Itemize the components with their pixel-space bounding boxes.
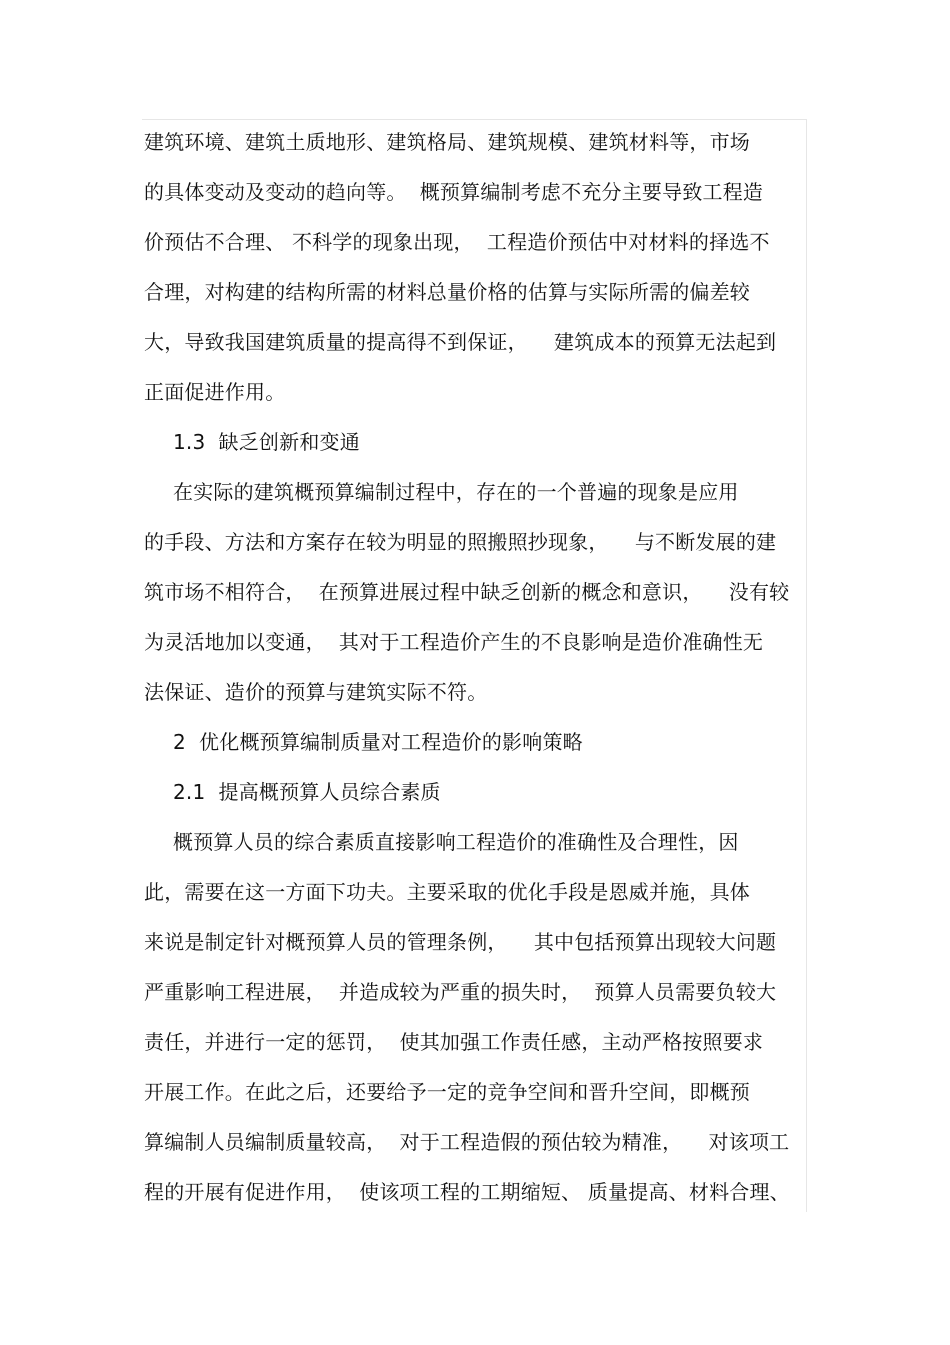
text-line: 严重影响工程进展， 并造成较为严重的损失时， 预算人员需要负较大	[144, 980, 777, 1004]
section-heading: 2 优化概预算编制质量对工程造价的影响策略	[173, 730, 583, 754]
text-line: 来说是制定针对概预算人员的管理条例， 其中包括预算出现较大问题	[144, 930, 777, 954]
section-heading: 1.3 缺乏创新和变通	[173, 430, 360, 454]
text-line: 价预估不合理、 不科学的现象出现， 工程造价预估中对材料的择选不	[144, 230, 770, 254]
text-line: 合理，对构建的结构所需的材料总量价格的估算与实际所需的偏差较	[144, 280, 750, 304]
text-line: 法保证、造价的预算与建筑实际不符。	[144, 680, 488, 704]
paragraph-start: 概预算人员的综合素质直接影响工程造价的准确性及合理性，因	[173, 830, 739, 854]
text-line: 为灵活地加以变通， 其对于工程造价产生的不良影响是造价准确性无	[144, 630, 764, 654]
text-line: 筑市场不相符合， 在预算进展过程中缺乏创新的概念和意识， 没有较	[144, 580, 790, 604]
text-line: 大，导致我国建筑质量的提高得不到保证， 建筑成本的预算无法起到	[144, 330, 777, 354]
text-line: 责任，并进行一定的惩罚， 使其加强工作责任感，主动严格按照要求	[144, 1030, 764, 1054]
paragraph-start: 在实际的建筑概预算编制过程中，存在的一个普遍的现象是应用	[173, 480, 739, 504]
text-line: 正面促进作用。	[144, 380, 286, 404]
text-line: 开展工作。在此之后，还要给予一定的竞争空间和晋升空间，即概预	[144, 1080, 750, 1104]
section-heading: 2.1 提高概预算人员综合素质	[173, 780, 441, 804]
text-line: 建筑环境、建筑土质地形、建筑格局、建筑规模、建筑材料等，市场	[144, 130, 750, 154]
text-line: 此，需要在这一方面下功夫。主要采取的优化手段是恩威并施，具体	[144, 880, 750, 904]
text-line: 算编制人员编制质量较高， 对于工程造假的预估较为精准， 对该项工	[144, 1130, 790, 1154]
text-line: 程的开展有促进作用， 使该项工程的工期缩短、 质量提高、材料合理、	[144, 1180, 790, 1204]
text-line: 的手段、方法和方案存在较为明显的照搬照抄现象， 与不断发展的建	[144, 530, 777, 554]
text-line: 的具体变动及变动的趋向等。 概预算编制考虑不充分主要导致工程造	[144, 180, 764, 204]
